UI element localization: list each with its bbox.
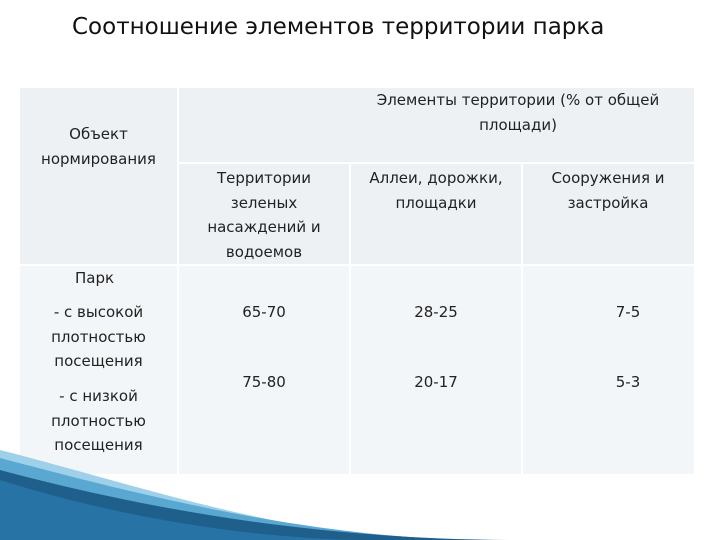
value-low-buildings: 5-3 xyxy=(615,373,641,391)
value-high-alleys: 28-25 xyxy=(414,303,458,321)
header-object-cell xyxy=(20,88,177,264)
object-header: Объект нормирования xyxy=(41,125,156,168)
row-label-low: - с низкой плотностью посещения xyxy=(51,387,146,454)
value-low-green: 75-80 xyxy=(242,373,286,391)
row-label-high: - с высокой плотностью посещения xyxy=(51,303,146,370)
value-low-alleys: 20-17 xyxy=(414,373,458,391)
column-header-buildings: Сооружения и застройка xyxy=(551,169,665,212)
elements-header: Элементы территории (% от общей площади) xyxy=(376,91,660,134)
column-header-green: Территории зеленых насаждений и водоемов xyxy=(207,169,321,261)
row-group-label: Парк xyxy=(75,269,115,287)
decorative-wave xyxy=(0,440,720,540)
value-high-buildings: 7-5 xyxy=(615,303,641,321)
column-header-alleys: Аллеи, дорожки, площадки xyxy=(369,169,503,212)
data-table xyxy=(20,88,694,474)
page-title: Соотношение элементов территории парка xyxy=(72,14,605,40)
value-high-green: 65-70 xyxy=(242,303,286,321)
